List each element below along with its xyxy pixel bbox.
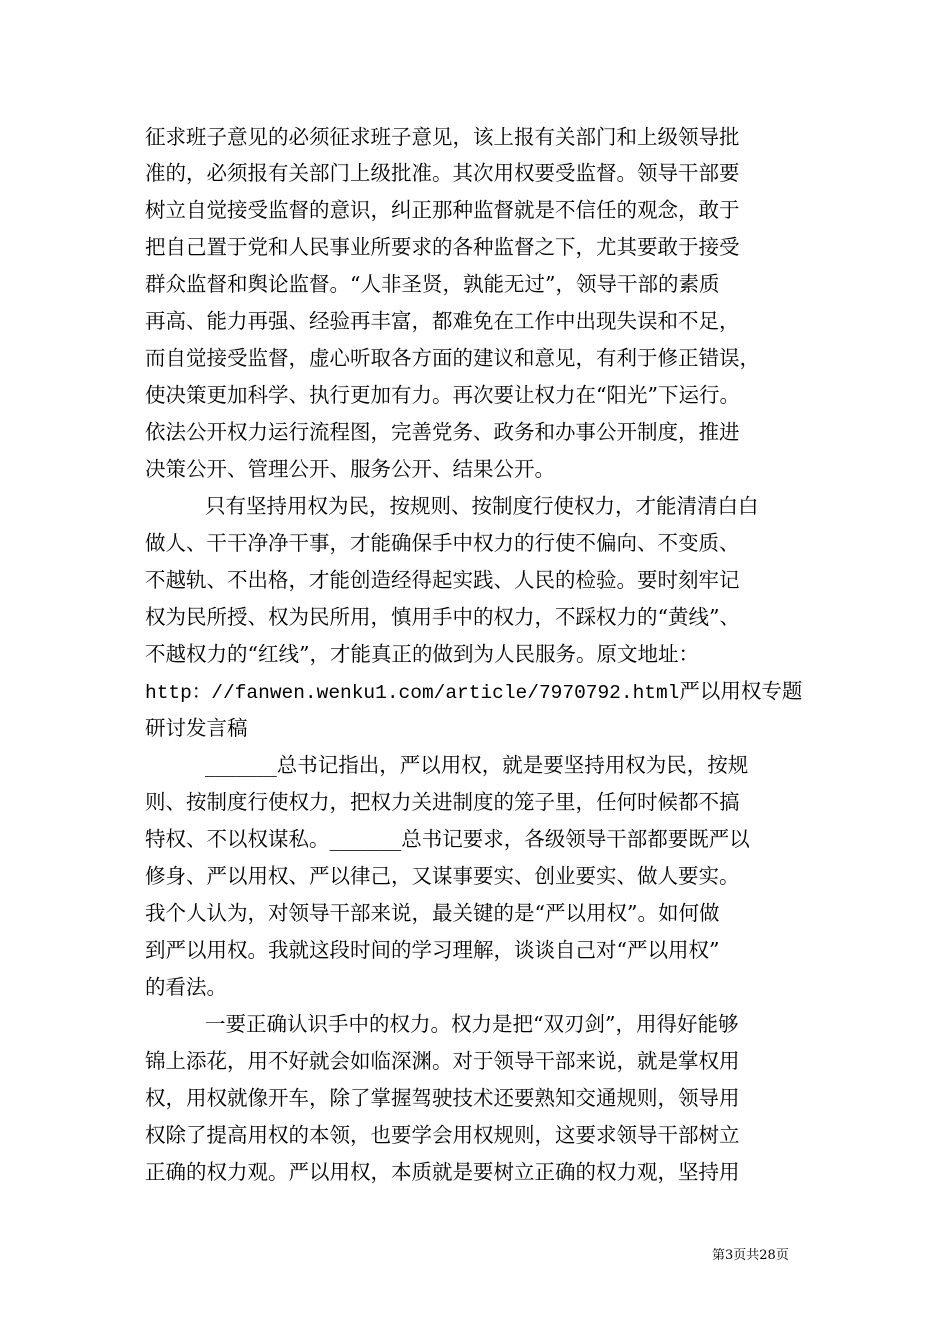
text-line: 权为民所授、权为民所用，慎用手中的权力，不踩权力的“黄线”、 — [145, 605, 740, 629]
text-line: 权，用权就像开车，除了掌握驾驶技术还要熟知交通规则，领导用 — [145, 1086, 740, 1110]
text-line: 而自觉接受监督，虚心听取各方面的建议和意见，有利于修正错误， — [145, 346, 760, 370]
text-line: 决策公开、管理公开、服务公开、结果公开。 — [145, 457, 555, 481]
source-url-line — [145, 678, 802, 704]
text-line: 不越权力的“红线”，才能真正的做到为人民服务。原文地址： — [145, 642, 699, 666]
text-line: 再高、能力再强、经验再丰富，都难免在工作中出现失误和不足， — [145, 309, 740, 333]
text-line: 做人、干干净净干事，才能确保手中权力的行使不偏向、不变质、 — [145, 531, 740, 555]
source-url[interactable]: http：//fanwen.wenku1.com/article/7970792.html — [145, 682, 680, 704]
text-line: 我个人认为，对领导干部来说，最关键的是“严以用权”。如何做 — [145, 901, 720, 925]
text-line: 研讨发言稿 — [145, 716, 248, 740]
text-line: 群众监督和舆论监督。“人非圣贤，孰能无过”，领导干部的素质 — [145, 272, 720, 296]
text-line: 则、按制度行使权力，把权力关进制度的笼子里，任何时候都不搞 — [145, 790, 740, 814]
paragraph-start-line: 一要正确认识手中的权力。权力是把“双刃剑”，用得好能够 — [205, 1012, 739, 1036]
paragraph-start-line: 只有坚持用权为民，按规则、按制度行使权力，才能清清白白 — [205, 494, 759, 518]
text-line: 锦上添花，用不好就会如临深渊。对于领导干部来说，就是掌权用 — [145, 1049, 740, 1073]
text-line: 修身、严以用权、严以律己，又谋事要实、创业要实、做人要实。 — [145, 864, 740, 888]
text-line: 征求班子意见的必须征求班子意见，该上报有关部门和上级领导批 — [145, 125, 740, 149]
text-line: 不越轨、不出格，才能创造经得起实践、人民的检验。要时刻牢记 — [145, 568, 740, 592]
paragraph-start-line: _______总书记指出，严以用权，就是要坚持用权为民，按规 — [205, 753, 749, 777]
text-line: 使决策更加科学、执行更加有力。再次要让权力在“阳光”下运行。 — [145, 383, 740, 407]
text-line: 正确的权力观。严以用权，本质就是要树立正确的权力观，坚持用 — [145, 1160, 740, 1184]
text-line: 准的，必须报有关部门上级批准。其次用权要受监督。领导干部要 — [145, 161, 740, 185]
text-line: 依法公开权力运行流程图，完善党务、政务和办事公开制度，推进 — [145, 420, 740, 444]
text-line: 到严以用权。我就这段时间的学习理解，谈谈自己对“严以用权” — [145, 938, 720, 962]
page-number-footer: 第3页共28页 — [712, 1248, 789, 1263]
text-line: 把自己置于党和人民事业所要求的各种监督之下，尤其要敢于接受 — [145, 235, 740, 259]
text-line: 的看法。 — [145, 975, 227, 999]
article-title: 严以用权专题 — [679, 679, 803, 703]
text-line: 树立自觉接受监督的意识，纠正那种监督就是不信任的观念，敢于 — [145, 198, 740, 222]
text-line: 特权、不以权谋私。_______总书记要求，各级领导干部都要既严以 — [145, 827, 750, 851]
text-line: 权除了提高用权的本领，也要学会用权规则，这要求领导干部树立 — [145, 1123, 740, 1147]
